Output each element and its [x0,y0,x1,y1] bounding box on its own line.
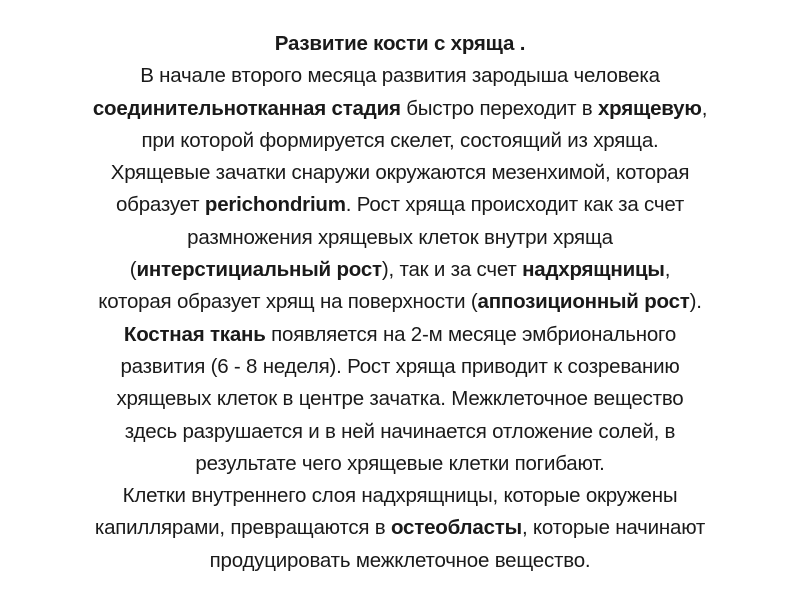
text-line [24,512,776,544]
text-span: Клетки внутреннего слоя надхрящницы, которые окружены [122,484,678,508]
text-span: которая образует хрящ на поверхности ( [98,290,478,314]
text-line [24,416,776,448]
text-line [24,254,776,286]
text-span: быстро переходит в [400,96,598,120]
text-line [24,60,776,92]
text-span: результате чего хрящевые клетки погибают. [195,451,605,475]
term-bone-tissue: Костная ткань [123,322,266,346]
text-line [24,545,776,577]
text-line [24,319,776,351]
text-span: В начале второго месяца развития зародыша человека [140,64,660,88]
text-span: капиллярами, превращаются в [94,516,391,540]
text-span: развития (6 - 8 неделя). Рост хряща приводит к созреванию [120,354,680,378]
term-connective-stage: соединительнотканная стадия [92,96,401,120]
term-osteoblasts: остеобласты [390,516,522,540]
text-line [24,93,776,125]
text-line [24,189,776,221]
text-line [24,222,776,254]
term-perichondrium: perichondrium [204,193,346,217]
slide-text [24,28,776,577]
text-line [24,383,776,415]
text-line [24,448,776,480]
text-span: , [664,258,671,282]
text-span: . Рост хряща происходит как за счет [345,193,685,217]
text-line [24,286,776,318]
text-span: при которой формируется скелет, состоящий из хряща. [141,128,659,152]
term-cartilaginous: хрящевую [597,96,702,120]
text-line [24,351,776,383]
text-span: размножения хрящевых клеток внутри хряща [187,225,613,249]
text-span: появляется на 2-м месяце эмбрионального [265,322,677,346]
text-span: продуцировать межклеточное вещество. [209,548,591,572]
text-span: ). [689,290,702,314]
text-line [24,157,776,189]
text-line [24,125,776,157]
text-span: хрящевых клеток в центре зачатка. Межклеточное вещество [116,387,684,411]
text-span: , [701,96,708,120]
text-span: образует [115,193,205,217]
slide-title: Развитие кости с хряща . [274,32,526,55]
text-span: , которые начинают [521,516,706,540]
text-line [24,480,776,512]
term-interstitial-growth: интерстициальный рост [136,258,382,282]
text-span: ), так и за счет [381,258,523,282]
term-appositional-growth: аппозиционный рост [477,290,690,314]
text-span: здесь разрушается и в ней начинается отложение солей, в [124,419,676,443]
text-span: Хрящевые зачатки снаружи окружаются мезенхимой, которая [110,161,690,185]
text-span: ( [129,258,137,282]
term-perichondrium-ru: надхрящницы [522,258,665,282]
